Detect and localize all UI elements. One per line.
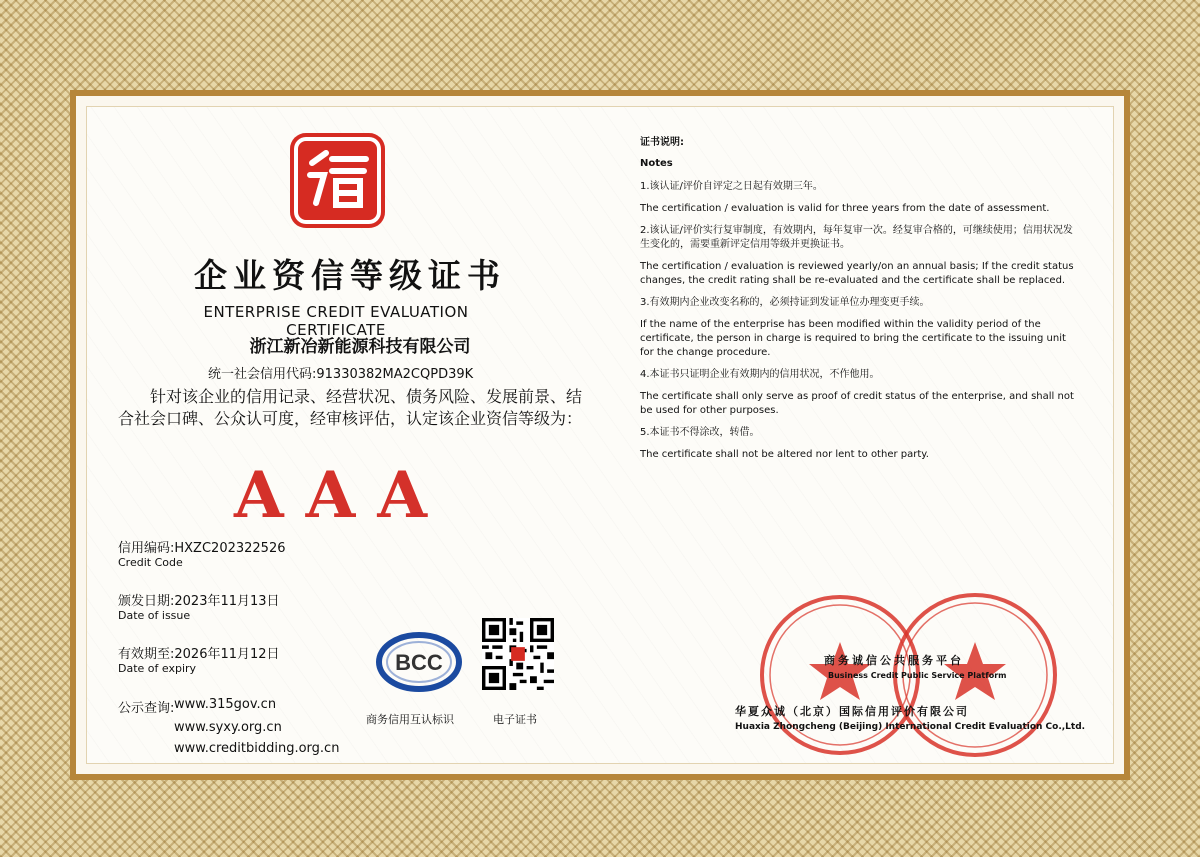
query-label: 公示查询: <box>118 701 175 716</box>
note-5-en: The certificate shall not be altered nor lent to other party. <box>640 449 929 460</box>
qr-code[interactable] <box>482 618 554 690</box>
query-site-2[interactable]: www.syxy.org.cn <box>174 720 282 735</box>
note-1-cn: 1.该认证/评价自评定之日起有效期三年。 <box>640 181 823 192</box>
issue-date-cn: 颁发日期:2023年11月13日 <box>118 594 280 609</box>
notes-heading-cn: 证书说明: <box>640 137 684 148</box>
official-stamps <box>740 580 1080 780</box>
note-2-cn: 2.该认证/评价实行复审制度，有效期内，每年复审一次。经复审合格的，可继续使用；信用状况发生变化的，需要重新评定信用等级并更换证书。 <box>640 225 1073 250</box>
credit-code-cn: 信用编码:HXZC202322526 <box>118 541 286 556</box>
expiry-date-en: Date of expiry <box>118 662 197 675</box>
note-2-en: The certification / evaluation is reviewed yearly/on an annual basis; If the credit status changes, the credit rating shall be re-evaluated and the certificate shall be replaced. <box>640 261 1074 286</box>
note-3-cn: 3.有效期内企业改变名称的，必须持证到发证单位办理变更手续。 <box>640 297 930 308</box>
note-1-en: The certification / evaluation is valid for three years from the date of assessment. <box>640 203 1050 214</box>
query-site-3[interactable]: www.creditbidding.org.cn <box>174 741 340 756</box>
bcc-text: BCC <box>395 650 443 675</box>
uscc-code: 统一社会信用代码:91330382MA2CQPD39K <box>208 367 474 382</box>
credit-code-en: Credit Code <box>118 556 183 569</box>
query-site-1[interactable]: www.315gov.cn <box>174 697 277 712</box>
platform-name-en: Business Credit Public Service Platform <box>828 671 1007 680</box>
expiry-date-cn: 有效期至:2026年11月12日 <box>118 647 280 662</box>
issue-date-en: Date of issue <box>118 609 191 622</box>
xin-character-icon <box>302 145 374 217</box>
bcc-label: 商务信用互认标识 <box>366 713 454 726</box>
notes-heading-en: Notes <box>640 158 673 169</box>
credit-seal-logo <box>290 133 385 228</box>
platform-name-cn: 商务诚信公共服务平台 <box>824 654 964 667</box>
note-3-en: If the name of the enterprise has been modified within the validity period of the certificate, the person in charge is required to bring the certificate to the issuing unit for the change procedure. <box>640 319 1066 358</box>
note-5-cn: 5.本证书不得涂改，转借。 <box>640 427 760 438</box>
credit-grade: AAA <box>234 458 449 533</box>
issuer-name-en: Huaxia Zhongcheng (Beijing) International Credit Evaluation Co.,Ltd. <box>735 722 1086 732</box>
certificate-title-en: ENTERPRISE CREDIT EVALUATION CERTIFICATE <box>203 303 469 339</box>
certificate-title-cn: 企业资信等级证书 <box>194 256 506 295</box>
issuer-name-cn: 华夏众诚（北京）国际信用评价有限公司 <box>735 705 969 718</box>
note-4-cn: 4.本证书只证明企业有效期内的信用状况，不作他用。 <box>640 369 880 380</box>
note-4-en: The certificate shall only serve as proof of credit status of the enterprise, and shall not be used for other purposes. <box>640 391 1074 416</box>
qr-label: 电子证书 <box>493 713 537 726</box>
certificate-statement: 针对该企业的信用记录、经营状况、债务风险、发展前景、结合社会口碑、公众认可度，经审核评估，认定该企业资信等级为： <box>118 387 583 428</box>
bcc-logo <box>374 630 464 694</box>
notes-section <box>640 136 1080 470</box>
company-name: 浙江新冶新能源科技有限公司 <box>249 337 471 357</box>
